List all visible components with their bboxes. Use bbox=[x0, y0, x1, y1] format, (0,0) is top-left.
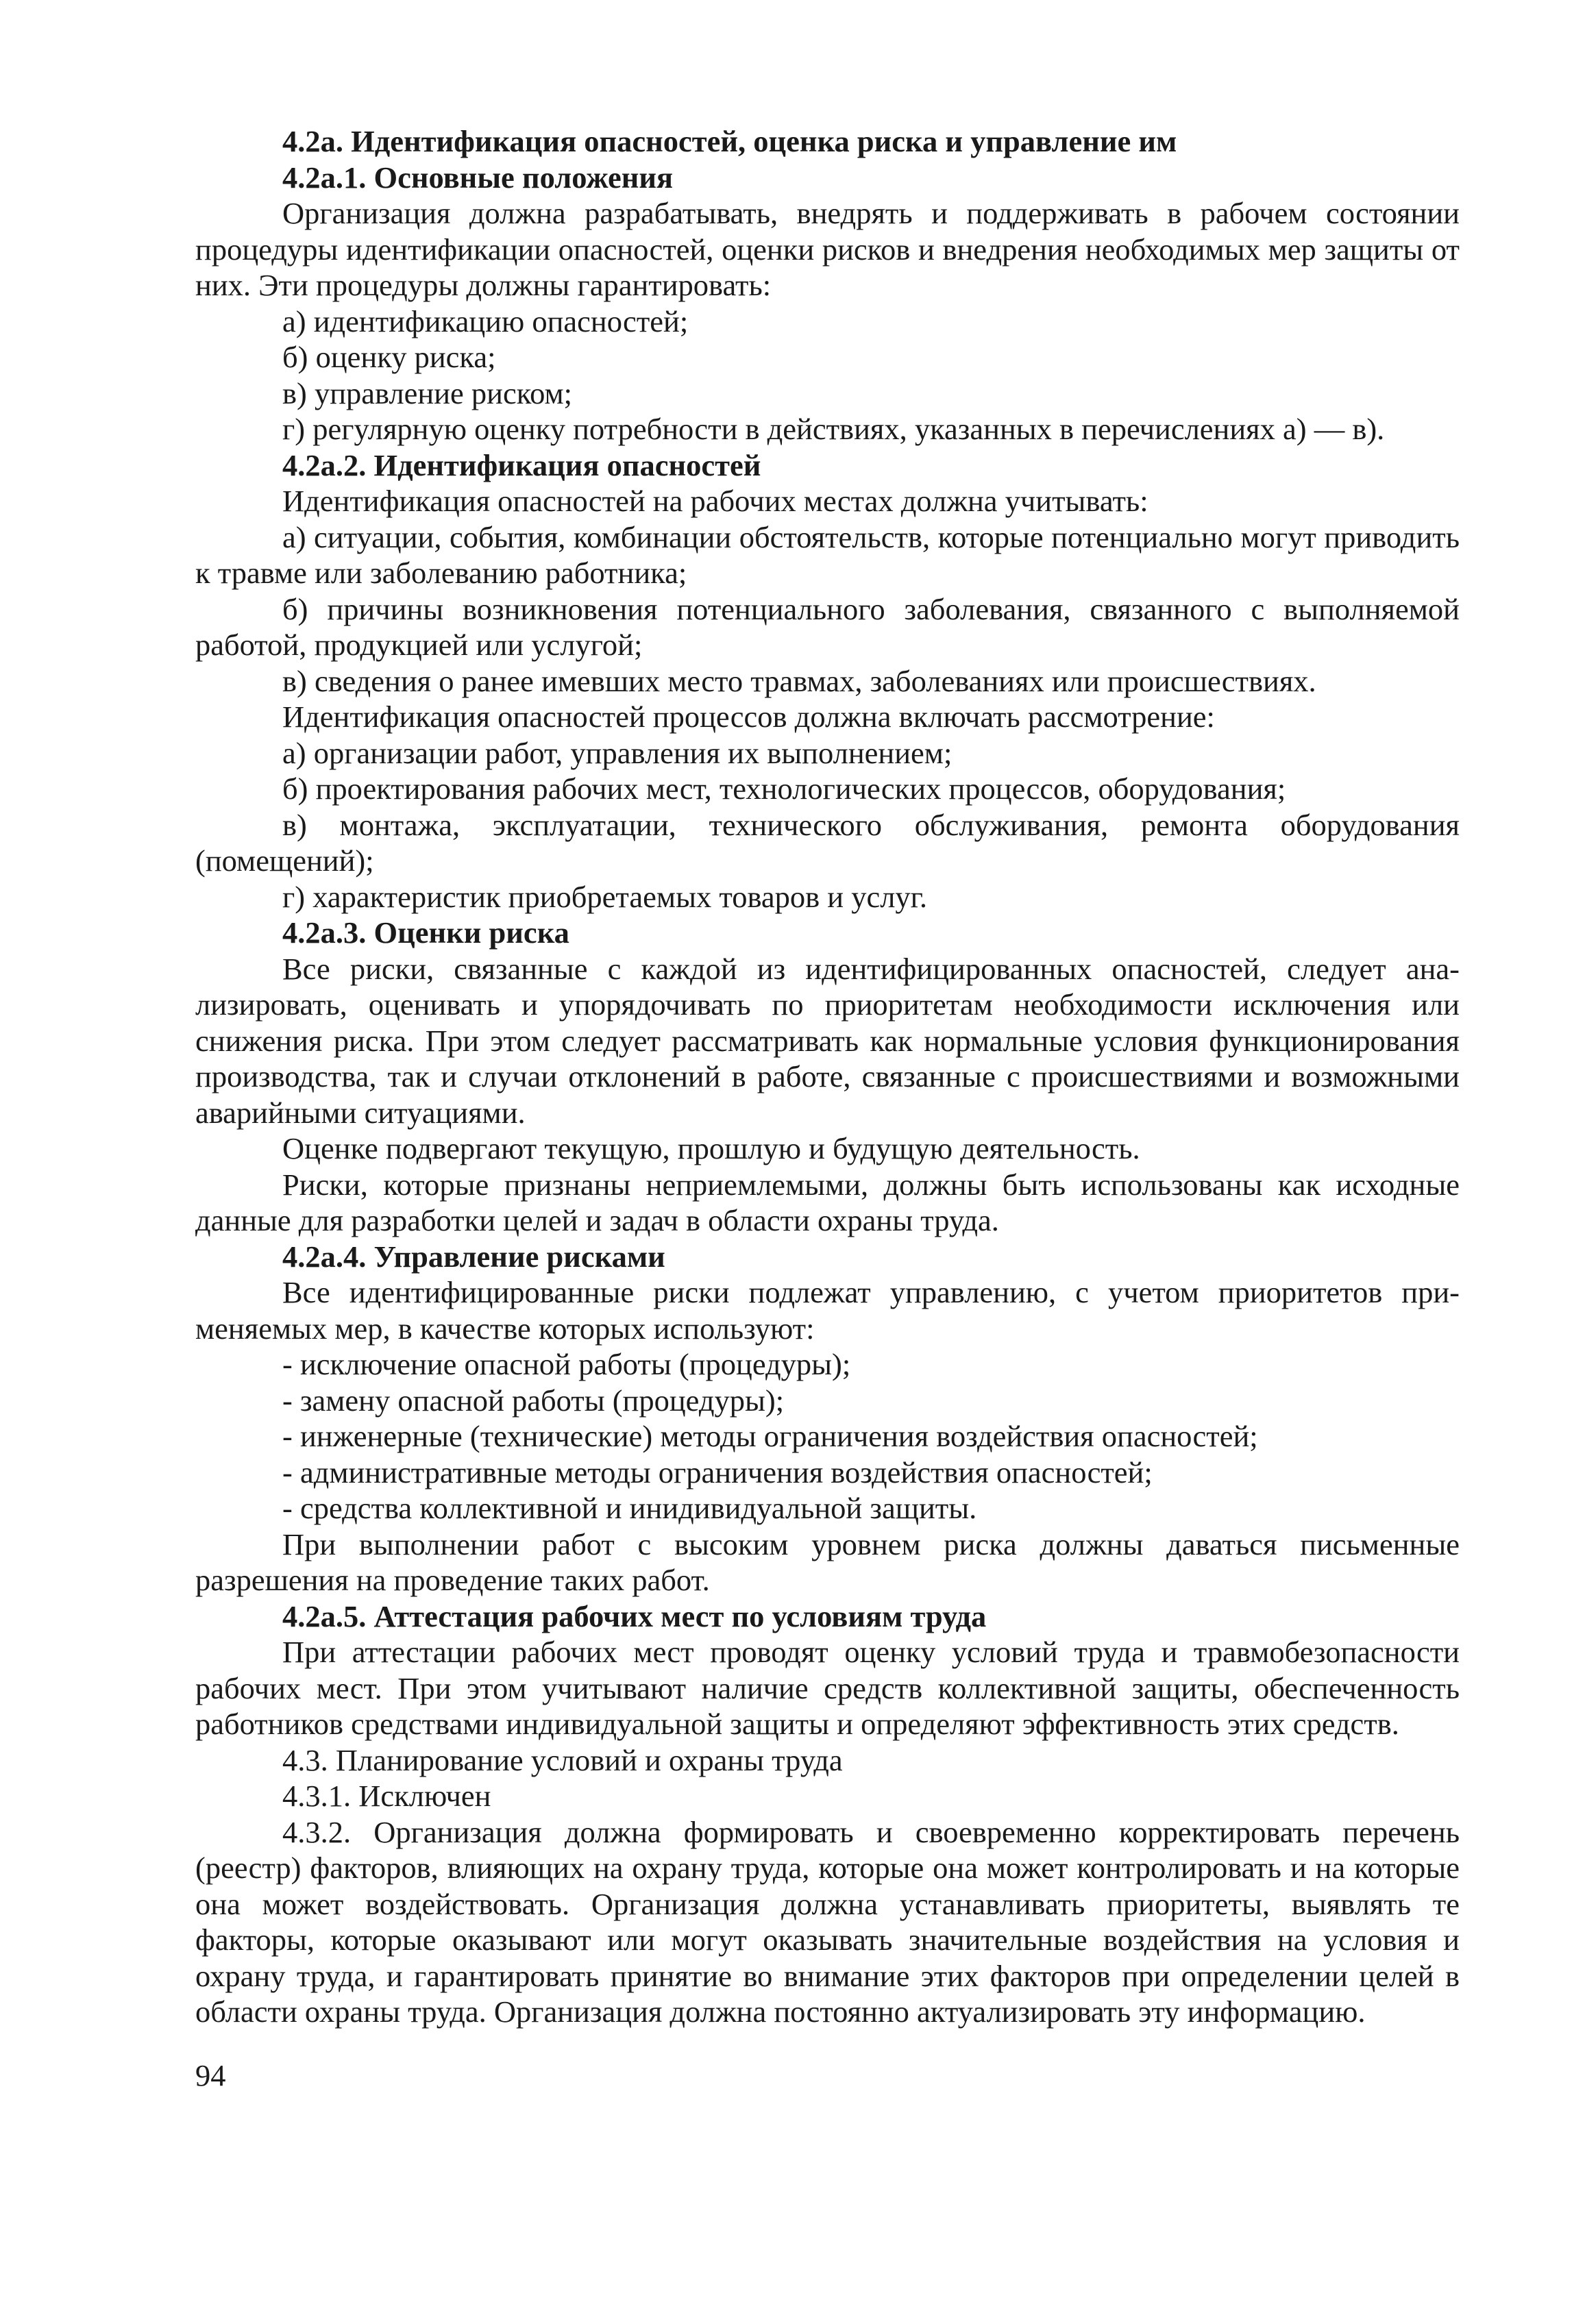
list-item: - средства коллективной и инидивидуальной защиты. bbox=[282, 1491, 977, 1525]
paragraph: При выполнении работ с высоким уровнем риска должны даваться письменные разрешения на проведение таких работ. bbox=[195, 1526, 1460, 1597]
paragraph: Риски, которые признаны неприемлемыми, должны быть использованы как исходные данные для разработки целей и задач в области охраны труда. bbox=[195, 1167, 1460, 1237]
subsection-heading: 4.2а.5. Аттестация рабочих мест по условиям труда bbox=[282, 1598, 987, 1633]
paragraph: Все риски, связанные с каждой из идентифицированных опасностей, следует анализировать, оценивать и упорядочивать по приоритетам необходимости исключения или снижения риска. При этом следует рассматривать как нормальные условия функционирования производства, так и случаи отклонений в работе, связанные с происшествиями и возможными аварийными ситуациями. bbox=[195, 951, 1460, 1130]
list-item: - замену опасной работы (процедуры); bbox=[282, 1383, 785, 1418]
list-item: - инженерные (технические) методы ограничения воздействия опасностей; bbox=[282, 1419, 1258, 1453]
list-item: б) проектирования рабочих мест, технологических процессов, оборудования; bbox=[282, 771, 1286, 806]
subsection-heading: 4.2а.3. Оценки риска bbox=[282, 915, 569, 950]
paragraph: Организация должна разрабатывать, внедрять и поддерживать в рабочем состоянии процедуры идентификации опасностей, оценки рисков и внедрения необходимых мер защиты от них. Эти процедуры должны гарантировать: bbox=[195, 196, 1460, 302]
paragraph: Идентификация опасностей на рабочих местах должна учитывать: bbox=[282, 484, 1148, 518]
list-item: б) причины возникновения потенциального заболевания, связанного с выполняемой работой, продукцией или услугой; bbox=[195, 591, 1460, 662]
paragraph: Оценке подвергают текущую, прошлую и будущую деятельность. bbox=[282, 1131, 1140, 1165]
page-body bbox=[195, 123, 1460, 2030]
list-item: в) управление риском; bbox=[282, 375, 573, 410]
list-item: - административные методы ограничения воздействия опасностей; bbox=[282, 1455, 1153, 1489]
list-item: б) оценку риска; bbox=[282, 340, 496, 374]
list-item: г) регулярную оценку потребности в действиях, указанных в перечислениях а) — в). bbox=[282, 412, 1385, 446]
paragraph: 4.3.2. Организация должна формировать и своевременно корректировать перечень (реестр) факторов, влияющих на охрану труда, которые она может контролировать и на которые она может воздействовать. Организация должна устанавливать приоритеты, выявлять те факторы, которые оказывают или могут оказывать значительные воздействия на условия и охрану труда, и гарантировать принятие во внимание этих факторов при определении целей в области охраны труда. Организация должна постоянно актуализировать эту информацию. bbox=[195, 1814, 1460, 2029]
paragraph: Все идентифицированные риски подлежат управлению, с учетом приоритетов применяемых мер, в качестве которых используют: bbox=[195, 1275, 1460, 1346]
subsection-heading: 4.2а.1. Основные положения bbox=[282, 160, 674, 195]
subsection-heading: 4.2а.2. Идентификация опасностей bbox=[282, 447, 761, 482]
section-heading: 4.2а. Идентификация опасностей, оценка риска и управление им bbox=[282, 124, 1177, 158]
list-item: а) организации работ, управления их выполнением; bbox=[282, 735, 953, 770]
list-item: г) характеристик приобретаемых товаров и услуг. bbox=[282, 879, 928, 914]
subsection-heading: 4.2а.4. Управление рисками bbox=[282, 1239, 665, 1274]
section-title: 4.3. Планирование условий и охраны труда bbox=[282, 1742, 843, 1777]
paragraph: При аттестации рабочих мест проводят оценку условий труда и травмобезопасности рабочих мест. При этом учитывают наличие средств коллективной защиты, обеспеченность работников средствами индивидуальной защиты и определяют эффективность этих средств. bbox=[195, 1635, 1460, 1741]
page-number: 94 bbox=[195, 2058, 226, 2092]
list-item: а) ситуации, события, комбинации обстоятельств, которые потенциально могут приводить к травме или заболеванию работника; bbox=[195, 519, 1460, 590]
clause: 4.3.1. Исключен bbox=[282, 1779, 491, 1813]
paragraph: Идентификация опасностей процессов должна включать рассмотрение: bbox=[282, 700, 1215, 734]
list-item: в) монтажа, эксплуатации, технического обслуживания, ремонта оборудования (помещений); bbox=[195, 807, 1460, 878]
list-item: - исключение опасной работы (процедуры); bbox=[282, 1347, 851, 1381]
list-item: в) сведения о ранее имевших место травмах, заболеваниях или происшествиях. bbox=[282, 663, 1316, 698]
list-item: а) идентификацию опасностей; bbox=[282, 304, 689, 338]
